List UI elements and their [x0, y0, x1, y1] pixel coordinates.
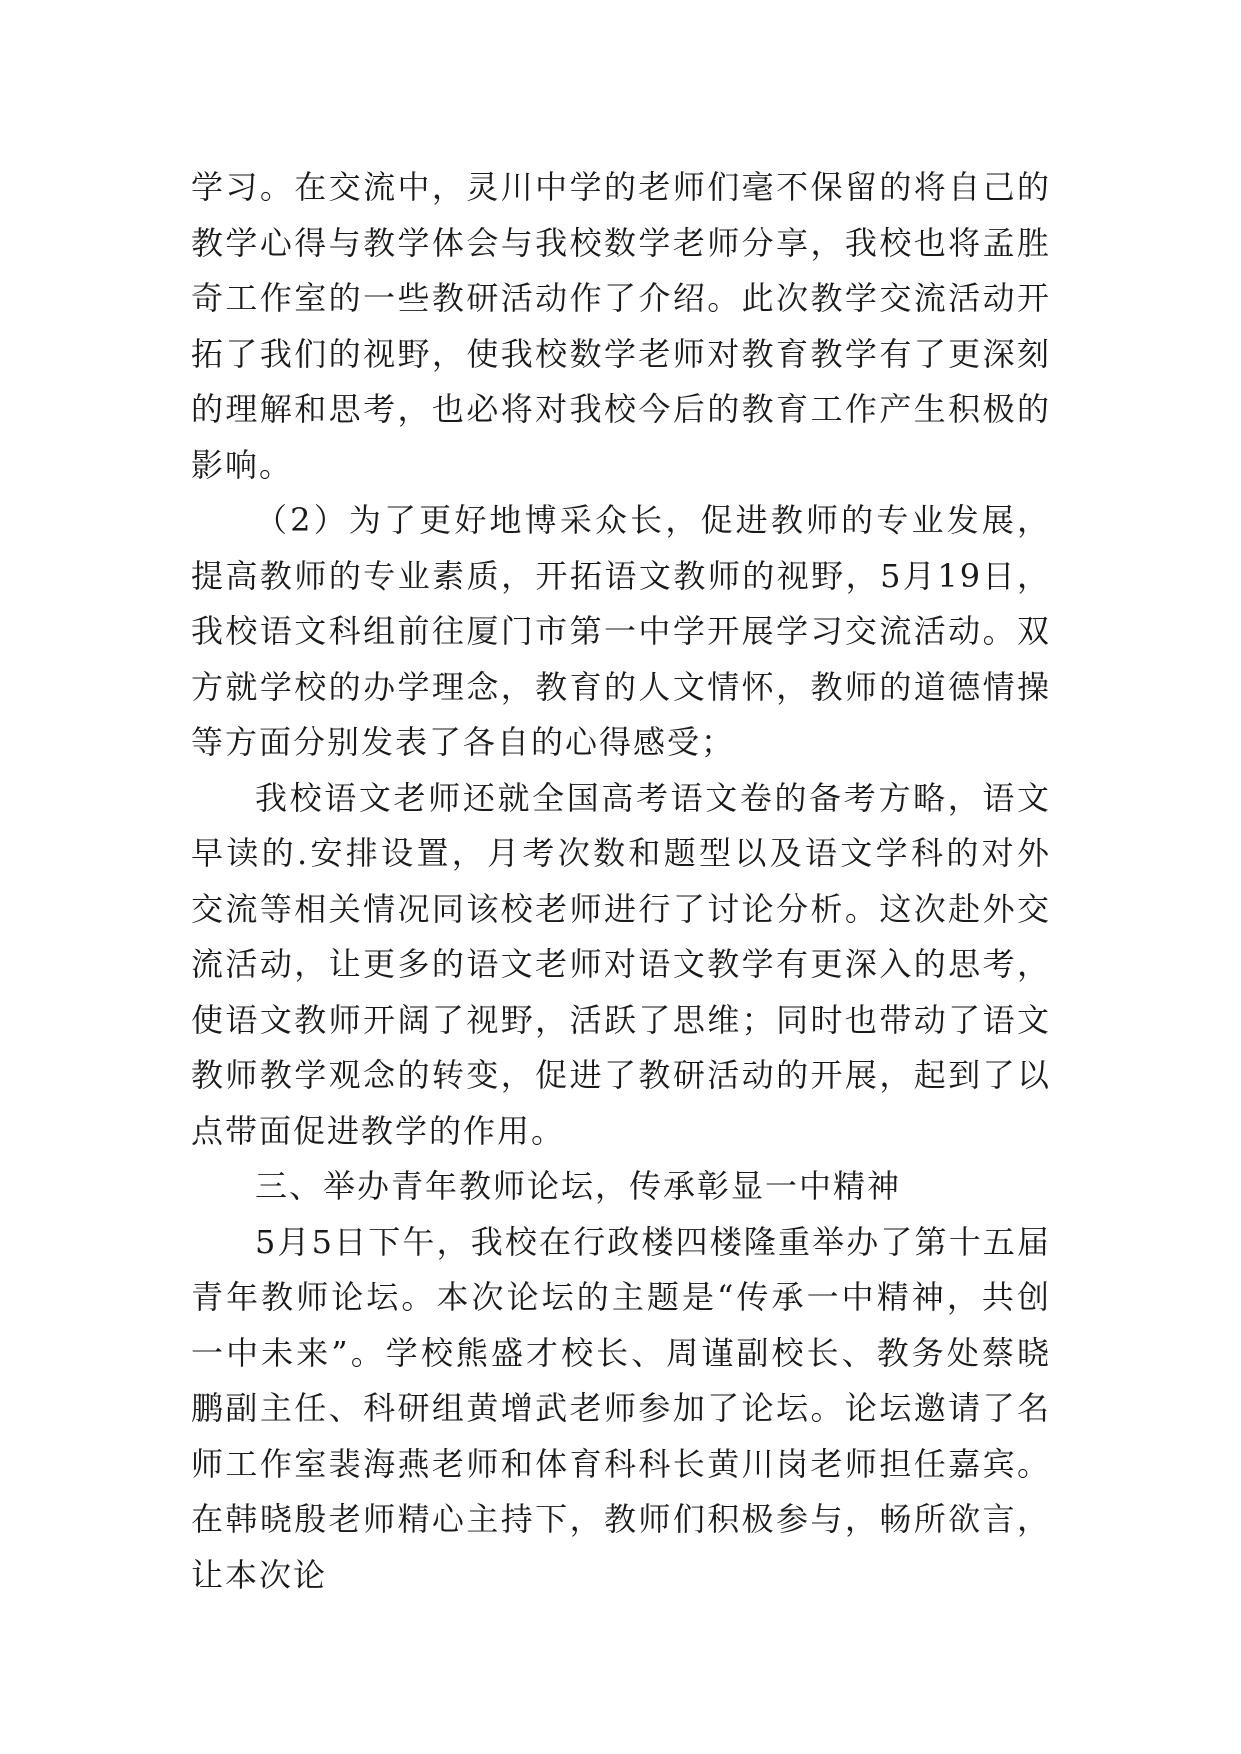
document-body — [191, 160, 1051, 1603]
paragraph-5: 5月5日下午，我校在行政楼四楼隆重举办了第十五届青年教师论坛。本次论坛的主题是“传承一中精神，共创一中未来”。学校熊盛才校长、周谨副校长、教务处蔡晓鹏副主任、科研组黄增武老师参加了论坛。论坛邀请了名师工作室裴海燕老师和体育科科长黄川岗老师担任嘉宾。在韩晓殷老师精心主持下，教师们积极参与，畅所欲言，让本次论 — [191, 1222, 1051, 1594]
section-heading: 三、举办青年教师论坛，传承彰显一中精神 — [255, 1167, 902, 1205]
paragraph-2: （2）为了更好地博采众长，促进教师的专业发展，提高教师的专业素质，开拓语文教师的视野，5月19日，我校语文科组前往厦门市第一中学开展学习交流活动。双方就学校的办学理念，教育的人文情怀，教师的道德情操等方面分别发表了各自的心得感受； — [191, 501, 1051, 761]
paragraph-1: 学习。在交流中，灵川中学的老师们毫不保留的将自己的教学心得与教学体会与我校数学老师分享，我校也将孟胜奇工作室的一些教研活动作了介绍。此次教学交流活动开拓了我们的视野，使我校数学老师对教育教学有了更深刻的理解和思考，也必将对我校今后的教育工作产生积极的影响。 — [191, 168, 1051, 484]
paragraph-3: 我校语文老师还就全国高考语文卷的备考方略，语文早读的.安排设置，月考次数和题型以及语文学科的对外交流等相关情况同该校老师进行了讨论分析。这次赴外交流活动，让更多的语文老师对语文教学有更深入的思考，使语文教师开阔了视野，活跃了思维；同时也带动了语文教师教学观念的转变，促进了教研活动的开展，起到了以点带面促进教学的作用。 — [191, 778, 1051, 1150]
